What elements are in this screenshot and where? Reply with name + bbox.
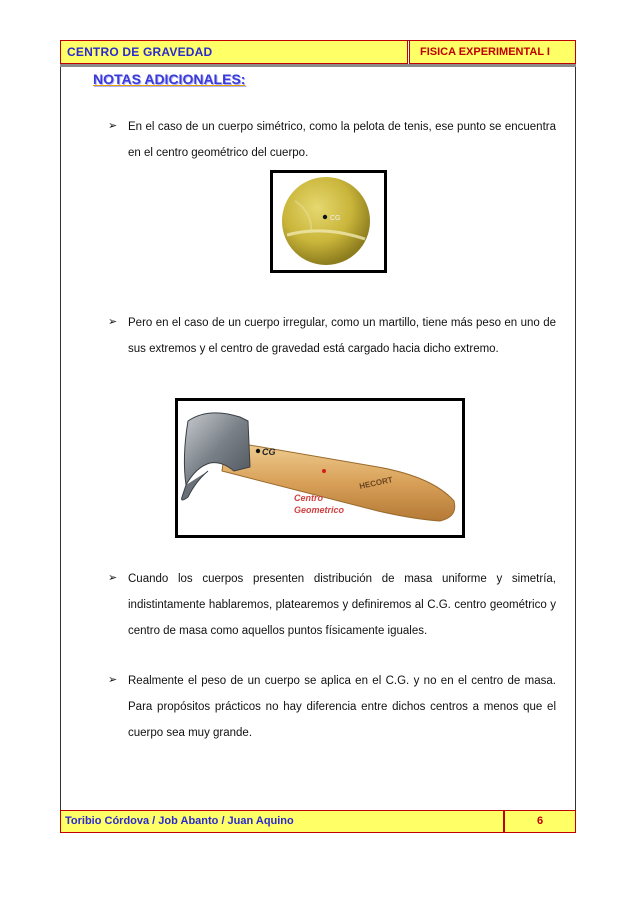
header-left-box <box>60 40 408 64</box>
arrow-bullet-icon: ➢ <box>108 316 118 328</box>
arrow-bullet-icon: ➢ <box>108 120 118 132</box>
bullet-text: Cuando los cuerpos presenten distribución de masa uniforme y simetría, indistintamente hablaremos, platearemos y definiremos al C.G. centro geométrico y centro de masa como aquellos puntos físicamente iguales. <box>128 573 556 637</box>
header-shadow <box>60 64 576 67</box>
footer-authors-box <box>60 810 504 833</box>
header-course: FISICA EXPERIMENTAL I <box>420 46 550 58</box>
bullet-text: Realmente el peso de un cuerpo se aplica en el C.G. y no en el centro de masa. Para propósitos prácticos no hay diferencia entre dichos centros a menos que el cuerpo sea muy grande. <box>128 675 556 739</box>
hammer-icon <box>178 401 462 535</box>
ball-cg-label: CG <box>330 215 341 222</box>
footer-page-box <box>504 810 576 833</box>
hammer-cg-label: CG <box>262 447 276 457</box>
hammer-brand-label: HECORT <box>358 475 394 491</box>
arrow-bullet-icon: ➢ <box>108 674 118 686</box>
bullet-text: Pero en el caso de un cuerpo irregular, como un martillo, tiene más peso en uno de sus extremos y el centro de gravedad está cargado hacia dicho extremo. <box>128 317 556 355</box>
hammer-image <box>175 398 465 538</box>
header-right-box <box>409 40 576 64</box>
center-label-line1: Centro <box>294 493 323 503</box>
page-footer <box>60 810 576 833</box>
page-header <box>60 40 576 64</box>
arrow-bullet-icon: ➢ <box>108 572 118 584</box>
section-title: NOTAS ADICIONALES: <box>93 71 246 87</box>
tennis-ball-icon <box>273 173 384 270</box>
bullet-text: En el caso de un cuerpo simétrico, como la pelota de tenis, ese punto se encuentra en el centro geométrico del cuerpo. <box>128 121 556 159</box>
tennis-ball-image <box>270 170 387 273</box>
footer-authors: Toribio Córdova / Job Abanto / Juan Aquino <box>65 815 294 827</box>
center-label-line2: Geometrico <box>294 505 345 515</box>
header-title: CENTRO DE GRAVEDAD <box>67 45 213 59</box>
page-number: 6 <box>536 815 544 827</box>
